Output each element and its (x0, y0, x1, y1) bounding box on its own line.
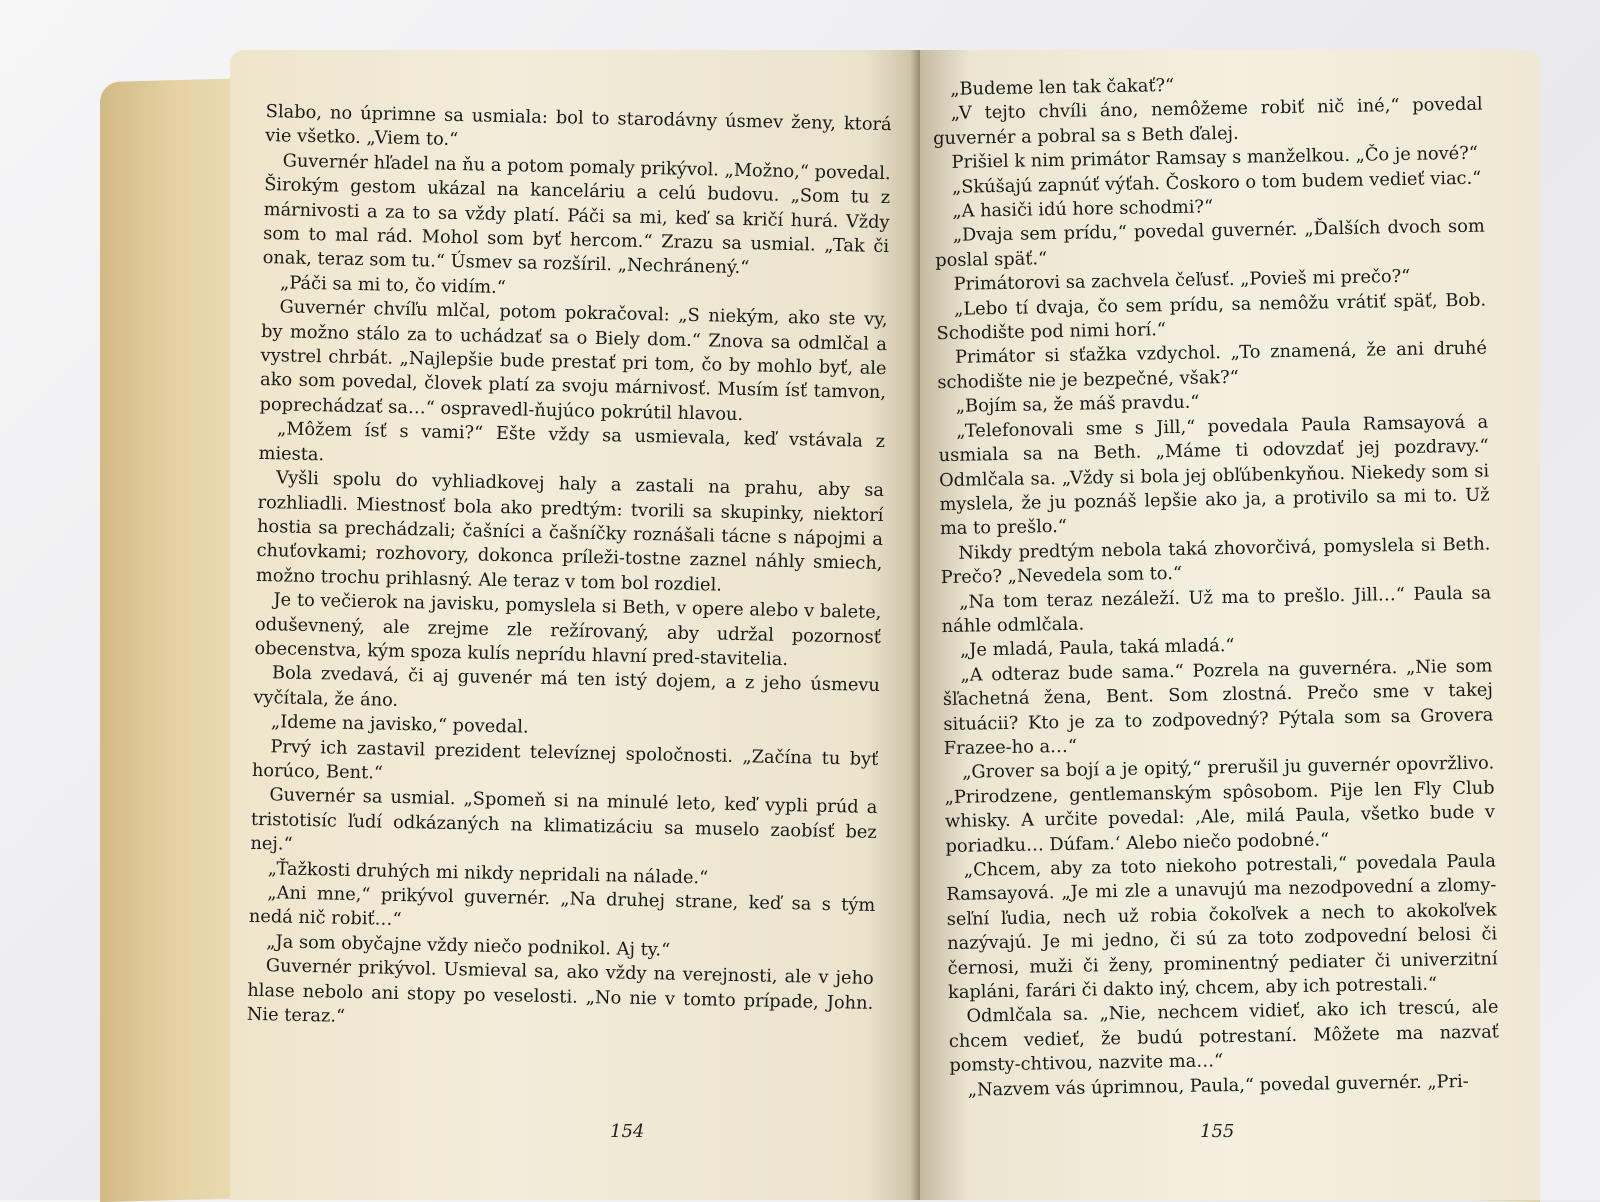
paragraph: Primátor si sťažka vzdychol. „To znamená, že ani druhé schodište nie je bezpečné, však?“ (937, 337, 1488, 393)
paragraph: Guvernér chvíľu mlčal, potom pokračoval: „S niekým, ako ste vy, by možno stálo za to uchádzať sa o Biely dom.“ Znova sa odmlčal a vystrel chrbát. „Najlepšie bude prestať pri tom, čo by mohlo byť, ale ako som povedal, človek platí za svoju márnivosť. Musím ísť tamvon, poprechádzať sa…“ ospravedl-ňujúco pokrútil hlavou. (259, 296, 888, 425)
paragraph: Nikdy predtým nebola taká zhovorčivá, pomyslela si Beth. Prečo? „Nevedela som to.“ (940, 533, 1491, 589)
paragraph: „Môžem ísť s vami?“ Ešte vždy sa usmievala, keď vstávala z miesta. (258, 418, 886, 465)
paragraph: Prišiel k nim primátor Ramsay s manželkou. „Čo je nové?“ (951, 142, 1479, 174)
paragraph: Bola zvedavá, či aj guvenér má ten istý dojem, a z jeho úsmevu vyčítala, že áno. (253, 662, 881, 711)
paragraph: „Je mladá, Paula, taká mladá.“ (959, 635, 1235, 662)
paragraph: „Páči sa mi to, čo vidím.“ (279, 272, 507, 298)
paragraph: „Skúšajú zapnúť výťah. Čoskoro o tom budem vedieť viac.“ (951, 167, 1482, 198)
paragraph: „Ťažkosti druhých mi nikdy nepridali na nálade.“ (267, 857, 709, 889)
paragraph: „Dvaja sem prídu,“ povedal guvernér. „Ďalších dvoch som poslal späť.“ (935, 215, 1485, 271)
paragraph: Je to večierok na javisku, pomyslela si Beth, v opere alebo v balete, oduševnený, ale zrejme zle režírovaný, aby udržal pozornosť obecenstva, kým spoza kulís neprídu hlavní pred-stavitelia. (254, 589, 882, 670)
paragraph: „Chcem, aby za toto niekoho potrestali,“ povedala Paula Ramsayová. „Je mi zle a unavujú ma nezodpovední a zlomy-seľní ľudia, nech už robia čokoľvek a nech to akokoľvek nazývajú. Je mi jedno, či sú za toto zodpovední belosi či černosi, muži či ženy, prominentný pediater či univerzitní kapláni, farári či dakto iný, chcem, aby ich potrestali.“ (946, 850, 1498, 1004)
paragraph: „A odteraz bude sama.“ Pozrela na guvernéra. „Nie som šľachetná žena, Bent. Som zlostná. Prečo sme v takej situácii? Kto je za to zodpovedný? Pýtala som sa Grovera Frazee-ho a…“ (942, 655, 1494, 760)
open-book (100, 40, 1540, 1200)
paragraph: „Na tom teraz nezáleží. Už ma to prešlo. Jill…“ Paula sa náhle odmlčala. (941, 582, 1492, 638)
paragraph: „Telefonovali sme s Jill,“ povedala Paula Ramsayová a usmiala sa na Beth. „Máme ti odovzdať jej pozdravy.“ Odmlčala sa. „Vždy si bola jej obľúbenkyňou. Niekedy som si myslela, že ju poznáš lepšie ako ja, a protivilo sa mi to. Už ma to prešlo.“ (938, 411, 1490, 540)
paragraph: „Bojím sa, že máš pravdu.“ (955, 391, 1200, 418)
paragraph: „Lebo tí dvaja, čo sem prídu, sa nemôžu vrátiť späť, Bob. Schodište pod nimi horí.“ (936, 289, 1487, 345)
page-number-right: 155 (1200, 1121, 1235, 1142)
paragraph: „Ideme na javisko,“ povedal. (270, 711, 529, 738)
paragraph: Guvernér prikývol. Usmieval sa, ako vždy na verejnosti, ale v jeho hlase nebolo ani stopy po veselosti. „No nie v tomto prípade, John. Nie teraz.“ (246, 955, 874, 1027)
paragraph: Primátorovi sa zachvela čeľusť. „Povieš mi prečo?“ (953, 266, 1411, 296)
paragraph: Odmlčala sa. „Nie, nechcem vidieť, ako ich trescú, ale chcem vedieť, že budú potrestaní. Môžete ma nazvať pomsty-chtivou, nazvite ma…“ (948, 996, 1500, 1077)
paragraph: Slabo, no úprimne sa usmiala: bol to starodávny úsmev ženy, ktorá vie všetko. „Viem to.“ (265, 100, 892, 151)
paragraph: „Grover sa bojí a je opitý,“ prerušil ju guvernér opovržlivo. „Prirodzene, gentlemanským spôsobom. Pije len Fly Club whisky. A určite povedal: ‚Ale, milá Paula, všetko bude v poriadku… Dúfam.‘ Alebo niečo podobné.“ (944, 752, 1496, 857)
paragraph: „Ani mne,“ prikývol guvernér. „Na druhej strane, keď sa s tým nedá nič robiť…“ (248, 882, 876, 931)
left-page-text (247, 100, 892, 1040)
right-page (920, 50, 1540, 1200)
paragraph: Guvernér hľadel na ňu a potom pomaly prikývol. „Možno,“ povedal. Širokým gestom ukázal na kanceláriu a celú budovu. „Som tu z márnivosti a za to sa vždy platí. Páči sa mi, keď sa kričí hurá. Vždy som to mal rád. Mohol som byť hercom.“ Zrazu sa usmial. „Tak či onak, teraz som tu.“ Úsmev sa rozšíril. „Nechránený.“ (262, 150, 891, 279)
paragraph: Vyšli spolu do vyhliadkovej haly a zastali na prahu, aby sa rozhliadli. Miestnosť bola ako predtým: tvorili sa skupinky, niektorí hostia sa prechádzali; čašníci a čašníčky roznášali tácne s nápojmi a chuťovkami; rozhovory, dokonca príleži-tostne zaznel náhly smiech, možno trochu prihlasný. Ale teraz v tom bol rozdiel. (255, 467, 885, 596)
right-page-text (932, 69, 1500, 1104)
paragraph: „Nazvem vás úprimnou, Paula,“ povedal guvernér. „Pri- (967, 1070, 1469, 1101)
paragraph: Guvernér sa usmial. „Spomeň si na minulé leto, keď vypli prúd a tristotisíc ľudí odkázaných na klimatizáciu sa muselo zaobísť bez nej.“ (250, 784, 878, 855)
paragraph: „A hasiči idú hore schodmi?“ (952, 196, 1214, 222)
paragraph: „Ja som obyčajne vždy niečo podnikol. Aj ty.“ (266, 931, 671, 961)
page-number-left: 154 (610, 1121, 645, 1142)
left-page (230, 50, 920, 1200)
paragraph: „V tejto chvíli áno, nemôžeme robiť nič iné,“ povedal guvernér a pobral sa s Beth ďalej. (932, 93, 1483, 149)
paragraph: Prvý ich zastavil prezident televíznej spoločnosti. „Začína tu byť horúco, Bent.“ (251, 735, 879, 784)
paragraph: „Budeme len tak čakať?“ (950, 74, 1175, 100)
